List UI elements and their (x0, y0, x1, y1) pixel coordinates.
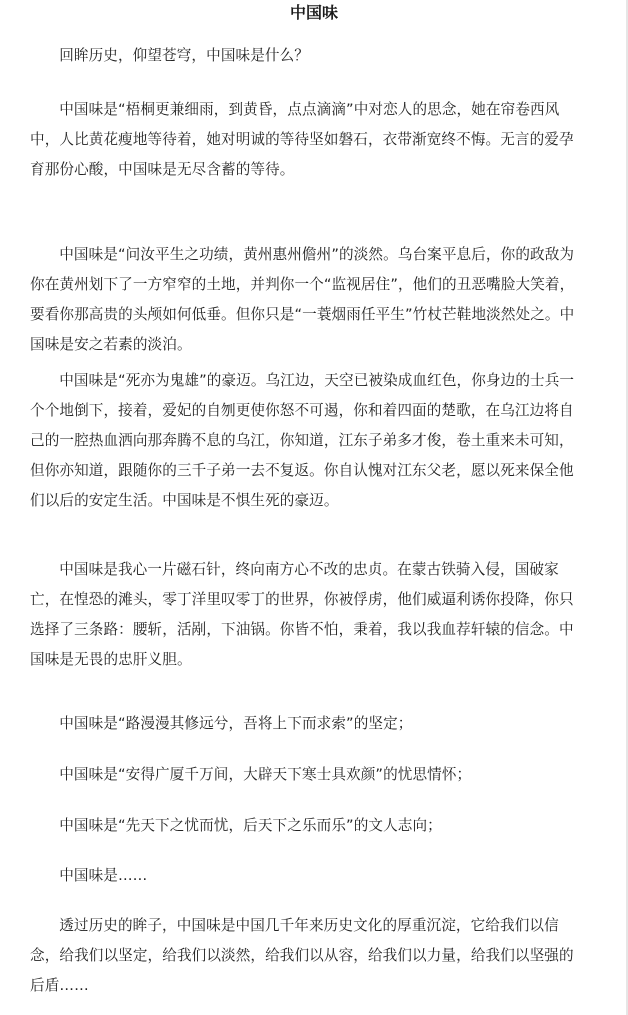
paragraph-firm: 中国味是“路漫漫其修远兮，吾将上下而求索”的坚定； (59, 715, 413, 732)
page-title: 中国味 (289, 3, 338, 22)
paragraph-loyalty: 中国味是我心一片磁石针，终向南方心不改的忠贞。在蒙古铁骑入侵，国破家亡，在惶恐的滩头，零丁洋里叹零丁的世界，你被俘虏，他们威逼利诱你投降，你只选择了三条路：腰斩，活剐，下油锅。你皆不怕，秉着，我以我血荐轩辕的信念。中国味是无畏的忠肝义胆。 (30, 561, 574, 668)
paragraph-ambition: 中国味是“先天下之忧而忧，后天下之乐而乐”的文人志向； (59, 817, 442, 834)
paragraph-worry: 中国味是“安得广厦千万间，大辟天下寒士具欢颜”的忧思情怀； (59, 766, 472, 783)
paragraph-calm: 中国味是“问汝平生之功绩，黄州惠州儋州”的淡然。乌台案平息后，你的政敌为你在黄州划下了一方窄窄的土地，并判你一个“监视居住”，他们的丑恶嘴脸大笑着，要看你那高贵的头颅如何低垂。但你只是“一蓑烟雨任平生”竹杖芒鞋地淡然处之。中国味是安之若素的淡泊。 (30, 246, 575, 353)
paragraph-conclusion: 透过历史的眸子，中国味是中国几千年来历史文化的厚重沉淀，它给我们以信念，给我们以坚定，给我们以淡然，给我们以从容，给我们以力量，给我们以坚强的后盾…… (30, 917, 574, 994)
paragraph-intro: 回眸历史，仰望苍穹，中国味是什么？ (59, 47, 309, 64)
paragraph-longing: 中国味是“梧桐更兼细雨，到黄昏，点点滴滴”中对恋人的思念，她在帘卷西风中，人比黄花瘦地等待着，她对明诚的等待坚如磐石，衣带渐宽终不悔。无言的爱孕育那份心酸，中国味是无尽含蓄的等待。 (30, 101, 574, 178)
paragraph-heroic: 中国味是“死亦为鬼雄”的豪迈。乌江边，天空已被染成血红色，你身边的士兵一个个地倒下，接着，爱妃的自刎更使你怒不可遏，你和着四面的楚歌，在乌江边将自己的一腔热血洒向那奔腾不息的乌江，你知道，江东子弟多才俊，卷土重来未可知，但你亦知道，跟随你的三千子弟一去不复返。你自认愧对江东父老，愿以死来保全他们以后的安定生活。中国味是不惧生死的豪迈。 (30, 372, 575, 509)
paragraph-ellipsis: 中国味是…… (59, 867, 148, 884)
